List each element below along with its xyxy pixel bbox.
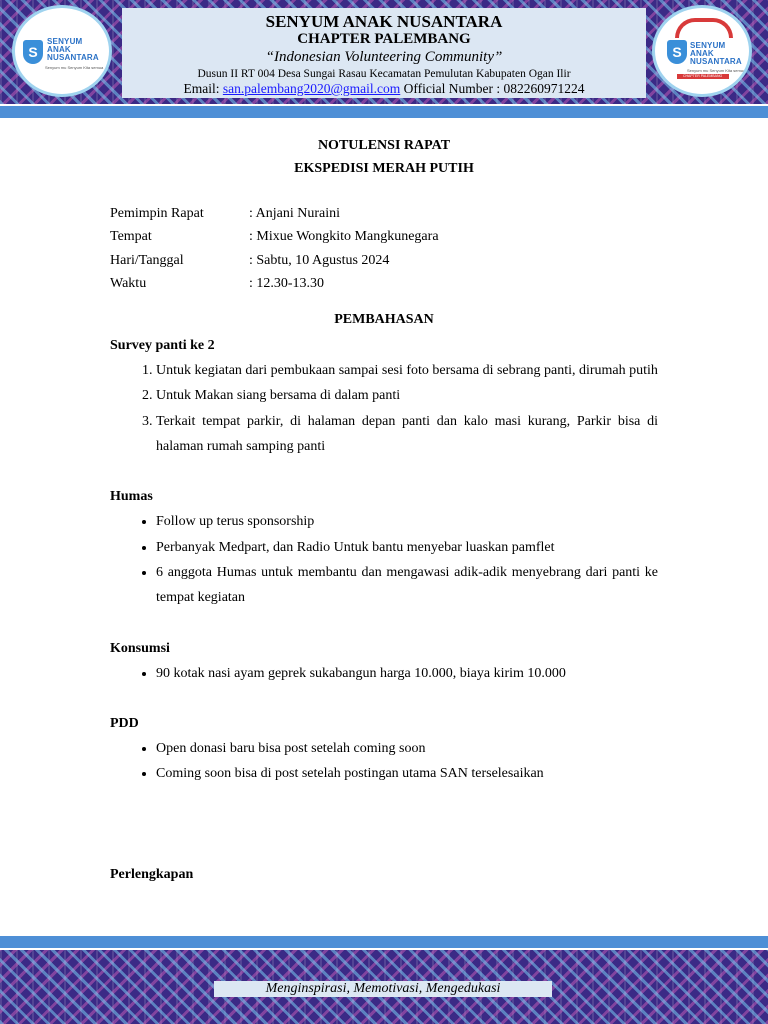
- list-item: 1. Untuk kegiatan dari pembukaan sampai sesi foto bersama di sebrang panti, dirumah putih: [156, 358, 658, 383]
- contact-line: [122, 81, 646, 97]
- list-item: • Perbanyak Medpart, dan Radio Untuk bantu menyebar luaskan pamflet: [156, 535, 658, 560]
- footer-motto: Menginspirasi, Memotivasi, Mengedukasi: [214, 981, 552, 997]
- list-item: 3. Terkait tempat parkir, di halaman depan panti dan kalo masi kurang, Parkir bisa di halaman rumah samping panti: [156, 409, 658, 460]
- san-logo-right: [652, 5, 752, 97]
- logo-tagline: Senyum mu Senyum Kita semua: [687, 68, 746, 73]
- meta-value: : Sabtu, 10 Agustus 2024: [249, 252, 390, 268]
- san-logo-left: [12, 5, 112, 97]
- meta-label: Pemimpin Rapat: [110, 206, 204, 221]
- address: Dusun II RT 004 Desa Sungai Rasau Kecamatan Pemulutan Kabupaten Ogan Ilir: [197, 68, 571, 80]
- logo-badge: S: [23, 40, 43, 64]
- meta-value: : 12.30-13.30: [249, 275, 325, 291]
- document-body: [110, 134, 658, 887]
- logo-tagline: Senyum mu Senyum Kita semua: [45, 65, 104, 70]
- meta-row-leader: [110, 202, 658, 225]
- chapter-name: CHAPTER PALEMBANG: [297, 31, 471, 47]
- footer-divider-line: [0, 936, 768, 948]
- list-item: • Follow up terus sponsorship: [156, 509, 658, 534]
- meta-label: Hari/Tanggal: [110, 252, 184, 268]
- logo-text-line1: SENYUM: [690, 41, 726, 50]
- logo-text-line2: ANAK: [47, 45, 71, 54]
- org-name: SENYUM ANAK NUSANTARA: [265, 12, 503, 31]
- meta-value: : Anjani Nuraini: [249, 206, 340, 221]
- humas-list: [110, 509, 658, 610]
- list-item: • Coming soon bisa di post setelah postingan utama SAN terselesaikan: [156, 761, 658, 786]
- logo-chapter-tag: CHAPTER PALEMBANG: [683, 74, 723, 78]
- pembahasan-heading: PEMBAHASAN: [334, 312, 434, 328]
- meta-label: Tempat: [110, 229, 152, 245]
- survey-list: [110, 358, 658, 459]
- logo-text-line1: SENYUM: [47, 37, 83, 46]
- list-item: 2. Untuk Makan siang bersama di dalam panti: [156, 383, 658, 408]
- pdd-list: [110, 736, 658, 787]
- survey-heading: Survey panti ke 2: [110, 338, 215, 354]
- meta-row-place: [110, 225, 658, 248]
- header-divider-line: [0, 106, 768, 118]
- list-item: • 90 kotak nasi ayam geprek sukabangun harga 10.000, biaya kirim 10.000: [156, 661, 658, 686]
- meta-value: : Mixue Wongkito Mangkunegara: [249, 229, 439, 245]
- meta-label: Waktu: [110, 275, 147, 291]
- humas-heading: Humas: [110, 489, 153, 505]
- official-number: Official Number : 082260971224: [403, 81, 585, 96]
- meta-row-date: [110, 249, 658, 272]
- list-item: • 6 anggota Humas untuk membantu dan mengawasi adik-adik menyebrang dari panti ke tempat kegiatan: [156, 560, 658, 611]
- meta-row-time: [110, 272, 658, 295]
- logo-text-line2: ANAK: [690, 49, 714, 58]
- logo-text-line3: NUSANTARA: [690, 57, 742, 66]
- letterhead: [122, 8, 646, 98]
- document-subtitle: EKSPEDISI MERAH PUTIH: [294, 161, 474, 176]
- email-label: Email:: [183, 81, 220, 96]
- email-link[interactable]: san.palembang2020@gmail.com: [222, 81, 401, 96]
- logo-text-line3: NUSANTARA: [47, 53, 99, 62]
- meeting-info: [110, 202, 658, 295]
- list-item: • Open donasi baru bisa post setelah coming soon: [156, 736, 658, 761]
- perlengkapan-heading: Perlengkapan: [110, 867, 194, 883]
- konsumsi-heading: Konsumsi: [110, 640, 170, 656]
- logo-badge: S: [667, 40, 687, 64]
- konsumsi-list: [110, 661, 658, 686]
- tagline: “Indonesian Volunteering Community”: [265, 49, 503, 65]
- roof-icon: [675, 18, 733, 38]
- document-title: NOTULENSI RAPAT: [317, 138, 451, 153]
- pdd-heading: PDD: [110, 715, 139, 731]
